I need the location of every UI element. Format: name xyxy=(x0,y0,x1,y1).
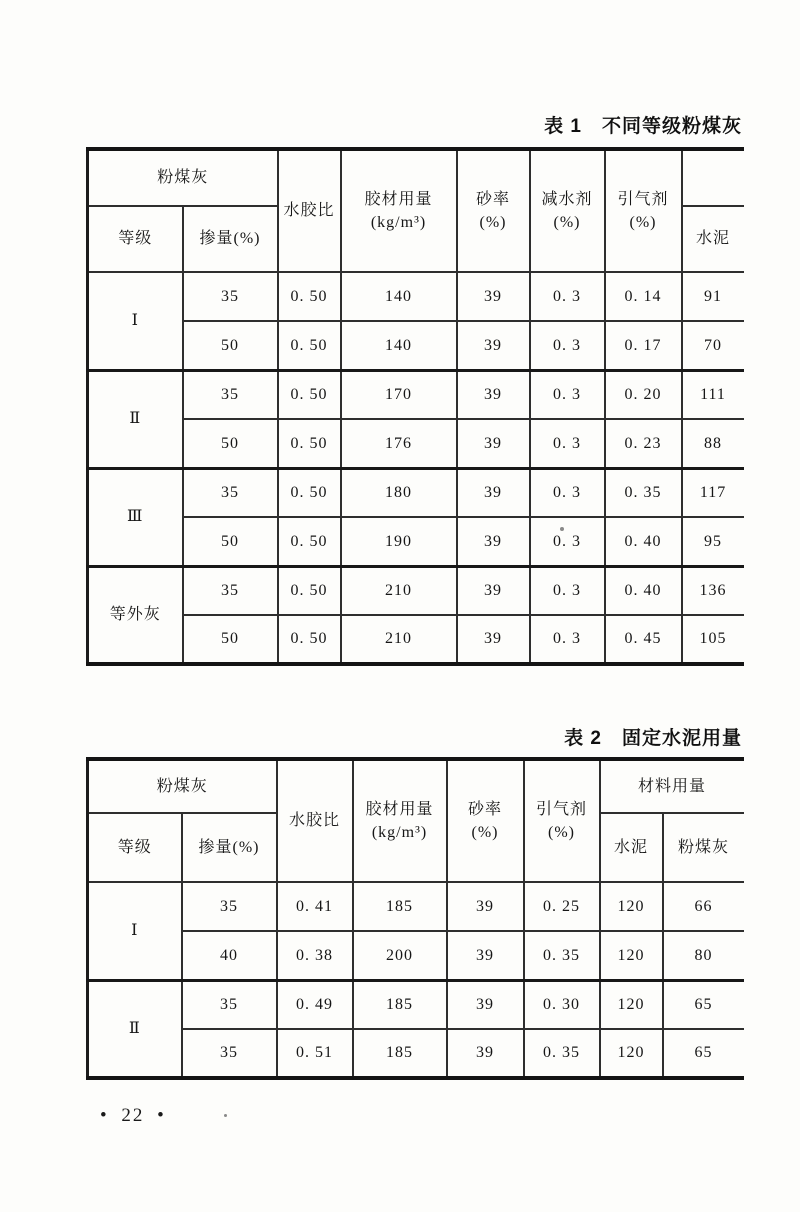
header-dosage: 掺量(%) xyxy=(183,206,278,272)
header-water-reducer-line1: 减水剂 xyxy=(541,190,593,208)
data-cell: 190 xyxy=(341,517,457,566)
data-cell: 50 xyxy=(183,615,278,664)
header-air-entrainer-line1: 引气剂 xyxy=(536,800,588,818)
data-cell: 120 xyxy=(600,931,663,980)
data-cell: 0. 3 xyxy=(530,517,605,566)
table-row xyxy=(88,370,744,419)
data-cell: 50 xyxy=(183,419,278,468)
table-row xyxy=(88,566,744,615)
data-cell: 120 xyxy=(600,1029,663,1078)
table-row xyxy=(88,272,744,321)
data-cell: 0. 3 xyxy=(530,468,605,517)
header-grade: 等级 xyxy=(88,206,183,272)
data-cell: 0. 51 xyxy=(277,1029,353,1078)
header-fly-ash: 粉煤灰 xyxy=(88,149,278,206)
header-sand-ratio xyxy=(457,149,530,272)
data-cell: 105 xyxy=(682,615,744,664)
header-binder-amount xyxy=(353,759,447,882)
data-cell: 0. 50 xyxy=(278,419,341,468)
data-cell: 39 xyxy=(457,370,530,419)
table2-header-row-1 xyxy=(88,759,744,813)
data-cell: 39 xyxy=(457,321,530,370)
scan-speck xyxy=(560,527,564,531)
header-materials: 材料用量 xyxy=(600,759,744,813)
data-cell: 95 xyxy=(682,517,744,566)
header-binder-amount-line2: (kg/m³) xyxy=(370,214,427,231)
header-water-binder-ratio: 水胶比 xyxy=(277,759,353,882)
header-grade: 等级 xyxy=(88,813,182,882)
data-cell: 0. 3 xyxy=(530,272,605,321)
grade-cell: Ⅰ xyxy=(88,882,182,980)
page-number: • 22 • xyxy=(100,1105,166,1126)
data-cell: 210 xyxy=(341,566,457,615)
data-cell: 39 xyxy=(447,1029,524,1078)
header-air-entrainer xyxy=(524,759,600,882)
header-air-entrainer-line2: (%) xyxy=(548,824,575,841)
data-cell: 39 xyxy=(457,419,530,468)
data-cell: 0. 50 xyxy=(278,615,341,664)
data-cell: 0. 50 xyxy=(278,370,341,419)
data-cell: 0. 40 xyxy=(605,517,682,566)
data-cell: 210 xyxy=(341,615,457,664)
header-air-entrainer-line2: (%) xyxy=(629,214,657,231)
data-cell: 0. 17 xyxy=(605,321,682,370)
data-cell: 39 xyxy=(457,468,530,517)
header-water-binder-ratio: 水胶比 xyxy=(278,149,341,272)
header-water-reducer xyxy=(530,149,605,272)
data-cell: 0. 49 xyxy=(277,980,353,1029)
header-cement: 水泥 xyxy=(682,206,744,272)
data-cell: 176 xyxy=(341,419,457,468)
data-cell: 0. 50 xyxy=(278,517,341,566)
data-cell: 0. 20 xyxy=(605,370,682,419)
header-binder-amount-line1: 胶材用量 xyxy=(365,800,434,818)
header-sand-ratio-line2: (%) xyxy=(479,214,507,231)
data-cell: 136 xyxy=(682,566,744,615)
data-cell: 0. 14 xyxy=(605,272,682,321)
scan-speck xyxy=(224,1114,227,1117)
data-cell: 39 xyxy=(447,882,524,931)
data-cell: 0. 3 xyxy=(530,615,605,664)
header-fly-ash: 粉煤灰 xyxy=(88,759,277,813)
table-row xyxy=(88,321,744,370)
data-cell: 39 xyxy=(457,566,530,615)
data-cell: 200 xyxy=(353,931,447,980)
data-cell: 35 xyxy=(182,882,277,931)
header-cement: 水泥 xyxy=(600,813,663,882)
data-cell: 39 xyxy=(457,272,530,321)
table-row xyxy=(88,980,744,1029)
data-cell: 0. 30 xyxy=(524,980,600,1029)
data-cell: 50 xyxy=(183,517,278,566)
header-dosage: 掺量(%) xyxy=(182,813,277,882)
data-cell: 0. 23 xyxy=(605,419,682,468)
table-row xyxy=(88,1029,744,1078)
header-binder-amount-line2: (kg/m³) xyxy=(371,824,428,841)
table1 xyxy=(86,147,744,666)
header-water-reducer-line2: (%) xyxy=(553,214,581,231)
data-cell: 185 xyxy=(353,882,447,931)
table2-title: 表 2 固定水泥用量 xyxy=(564,728,742,749)
table1-title: 表 1 不同等级粉煤灰 xyxy=(544,116,742,137)
data-cell: 0. 3 xyxy=(530,370,605,419)
data-cell: 35 xyxy=(183,566,278,615)
header-fly-ash-col: 粉煤灰 xyxy=(663,813,744,882)
header-binder-amount xyxy=(341,149,457,272)
data-cell: 120 xyxy=(600,882,663,931)
data-cell: 65 xyxy=(663,1029,744,1078)
table-row xyxy=(88,615,744,664)
table-row xyxy=(88,468,744,517)
data-cell: 39 xyxy=(457,615,530,664)
data-cell: 80 xyxy=(663,931,744,980)
data-cell: 120 xyxy=(600,980,663,1029)
data-cell: 170 xyxy=(341,370,457,419)
header-binder-amount-line1: 胶材用量 xyxy=(364,190,433,208)
data-cell: 40 xyxy=(182,931,277,980)
data-cell: 35 xyxy=(183,468,278,517)
data-cell: 140 xyxy=(341,272,457,321)
data-cell: 35 xyxy=(183,370,278,419)
data-cell: 0. 50 xyxy=(278,321,341,370)
data-cell: 0. 35 xyxy=(524,931,600,980)
table-row xyxy=(88,517,744,566)
data-cell: 0. 45 xyxy=(605,615,682,664)
table2 xyxy=(86,757,744,1080)
grade-cell: Ⅱ xyxy=(88,980,182,1078)
data-cell: 0. 50 xyxy=(278,566,341,615)
data-cell: 39 xyxy=(457,517,530,566)
data-cell: 70 xyxy=(682,321,744,370)
table1-header-row-1 xyxy=(88,149,744,206)
data-cell: 0. 3 xyxy=(530,419,605,468)
data-cell: 39 xyxy=(447,931,524,980)
data-cell: 0. 3 xyxy=(530,566,605,615)
data-cell: 50 xyxy=(183,321,278,370)
data-cell: 185 xyxy=(353,980,447,1029)
data-cell: 0. 35 xyxy=(605,468,682,517)
data-cell: 35 xyxy=(183,272,278,321)
grade-cell: Ⅰ xyxy=(88,272,183,370)
header-sand-ratio-line2: (%) xyxy=(471,824,499,841)
data-cell: 140 xyxy=(341,321,457,370)
data-cell: 117 xyxy=(682,468,744,517)
header-sand-ratio xyxy=(447,759,524,882)
data-cell: 88 xyxy=(682,419,744,468)
data-cell: 91 xyxy=(682,272,744,321)
header-sand-ratio-line1: 砂率 xyxy=(468,800,503,818)
grade-cell: Ⅱ xyxy=(88,370,183,468)
header-sand-ratio-line1: 砂率 xyxy=(476,190,511,208)
data-cell: 0. 50 xyxy=(278,468,341,517)
data-cell: 0. 3 xyxy=(530,321,605,370)
data-cell: 185 xyxy=(353,1029,447,1078)
data-cell: 111 xyxy=(682,370,744,419)
data-cell: 0. 41 xyxy=(277,882,353,931)
data-cell: 35 xyxy=(182,980,277,1029)
data-cell: 39 xyxy=(447,980,524,1029)
table-row xyxy=(88,882,744,931)
data-cell: 0. 25 xyxy=(524,882,600,931)
data-cell: 65 xyxy=(663,980,744,1029)
header-cutoff-cell xyxy=(682,149,744,206)
table-row xyxy=(88,419,744,468)
table-row xyxy=(88,931,744,980)
grade-cell: 等外灰 xyxy=(88,566,183,664)
data-cell: 0. 35 xyxy=(524,1029,600,1078)
header-air-entrainer-line1: 引气剂 xyxy=(617,190,669,208)
data-cell: 0. 38 xyxy=(277,931,353,980)
data-cell: 66 xyxy=(663,882,744,931)
data-cell: 35 xyxy=(182,1029,277,1078)
data-cell: 0. 50 xyxy=(278,272,341,321)
data-cell: 0. 40 xyxy=(605,566,682,615)
data-cell: 180 xyxy=(341,468,457,517)
header-air-entrainer xyxy=(605,149,682,272)
grade-cell: Ⅲ xyxy=(88,468,183,566)
